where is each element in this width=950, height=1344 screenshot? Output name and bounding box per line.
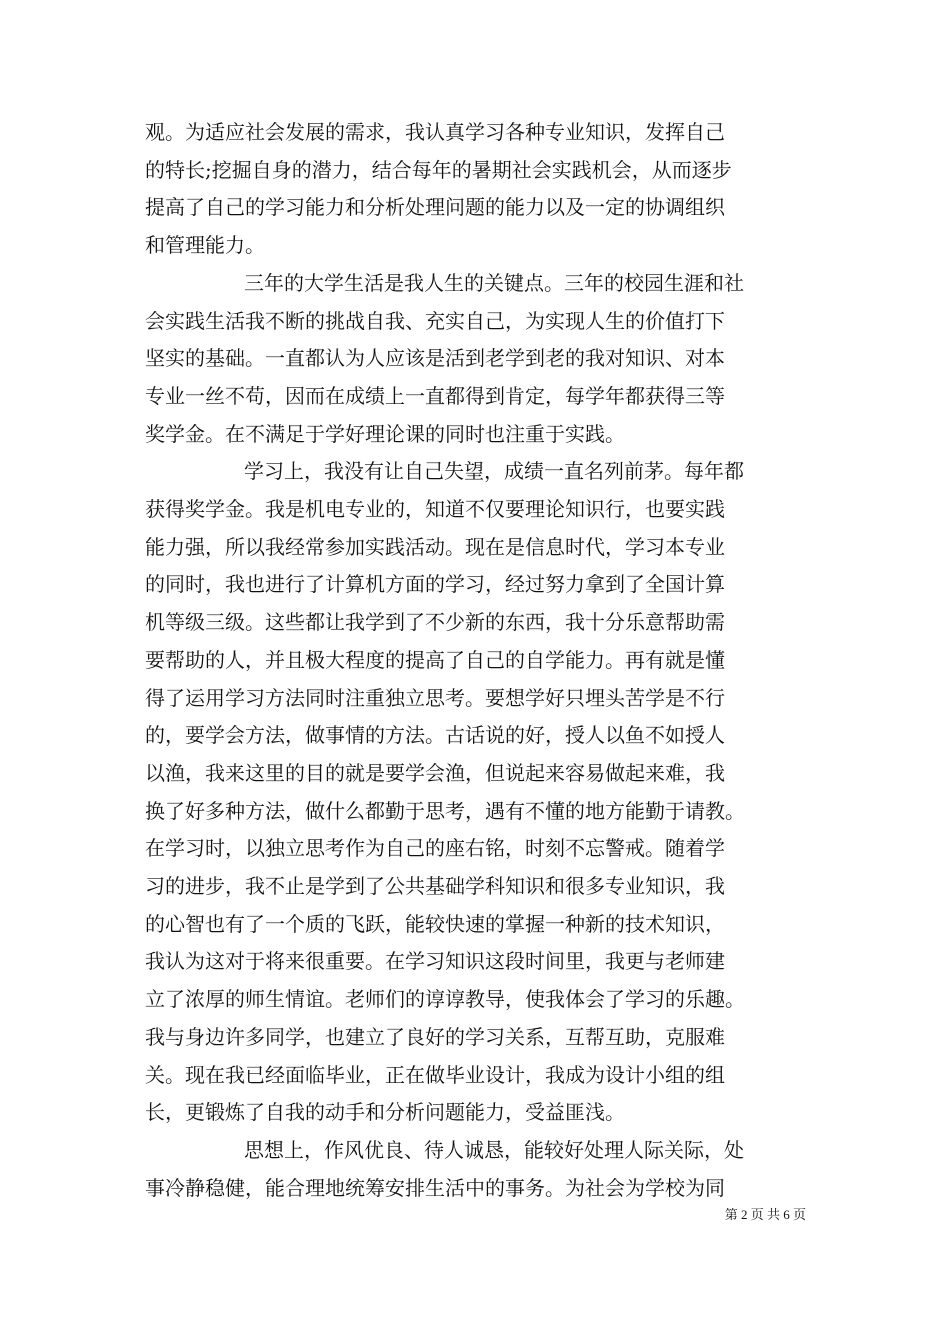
text-line: 立了浓厚的师生情谊。老师们的谆谆教导，使我体会了学习的乐趣。 — [145, 987, 745, 1012]
text-line: 获得奖学金。我是机电专业的，知道不仅要理论知识行，也要实践 — [145, 497, 725, 522]
text-line: 换了好多种方法，做什么都勤于思考，遇有不懂的地方能勤于请教。 — [145, 798, 745, 823]
text-line: 的同时，我也进行了计算机方面的学习，经过努力拿到了全国计算 — [145, 572, 725, 597]
text-line: 习的进步，我不止是学到了公共基础学科知识和很多专业知识，我 — [145, 874, 725, 899]
text-line: 以渔，我来这里的目的就是要学会渔，但说起来容易做起来难，我 — [145, 760, 725, 785]
text-line: 提高了自己的学习能力和分析处理问题的能力以及一定的协调组织 — [145, 195, 725, 220]
text-line: 关。现在我已经面临毕业，正在做毕业设计，我成为设计小组的组 — [145, 1062, 725, 1087]
text-line: 观。为适应社会发展的需求，我认真学习各种专业知识，发挥自己 — [145, 120, 725, 144]
text-line: 机等级三级。这些都让我学到了不少新的东西，我十分乐意帮助需 — [145, 610, 725, 635]
text-line: 的，要学会方法，做事情的方法。古话说的好，授人以鱼不如授人 — [145, 723, 725, 748]
document-body — [145, 114, 807, 1207]
text-line: 事冷静稳健，能合理地统筹安排生活中的事务。为社会为学校为同 — [145, 1175, 725, 1200]
paragraph-start-line: 思想上，作风优良、待人诚恳，能较好处理人际关际，处 — [244, 1137, 744, 1162]
page-number-footer: 第 2 页 共 6 页 — [724, 1207, 806, 1222]
text-line: 长，更锻炼了自我的动手和分析问题能力，受益匪浅。 — [145, 1100, 625, 1125]
text-line: 坚实的基础。一直都认为人应该是活到老学到老的我对知识、对本 — [145, 346, 725, 371]
text-line: 我与身边许多同学，也建立了良好的学习关系，互帮互助，克服难 — [145, 1024, 725, 1049]
text-line: 的心智也有了一个质的飞跃，能较快速的掌握一种新的技术知识， — [145, 911, 725, 936]
text-line: 和管理能力。 — [145, 233, 265, 258]
text-line: 的特长;挖掘自身的潜力，结合每年的暑期社会实践机会，从而逐步 — [145, 157, 732, 182]
text-line: 我认为这对于将来很重要。在学习知识这段时间里，我更与老师建 — [145, 949, 725, 974]
paragraph-start-line: 学习上，我没有让自己失望，成绩一直名列前茅。每年都 — [244, 459, 744, 484]
text-line: 要帮助的人，并且极大程度的提高了自己的自学能力。再有就是懂 — [145, 647, 725, 672]
text-line: 得了运用学习方法同时注重独立思考。要想学好只埋头苦学是不行 — [145, 685, 725, 710]
text-line: 在学习时，以独立思考作为自己的座右铭，时刻不忘警戒。随着学 — [145, 836, 725, 861]
paragraph-start-line: 三年的大学生活是我人生的关键点。三年的校园生涯和社 — [244, 270, 744, 295]
text-line: 会实践生活我不断的挑战自我、充实自己，为实现人生的价值打下 — [145, 308, 725, 333]
text-line: 专业一丝不苟，因而在成绩上一直都得到肯定，每学年都获得三等 — [145, 383, 725, 408]
text-line: 奖学金。在不满足于学好理论课的同时也注重于实践。 — [145, 421, 625, 446]
text-line: 能力强，所以我经常参加实践活动。现在是信息时代，学习本专业 — [145, 534, 725, 559]
